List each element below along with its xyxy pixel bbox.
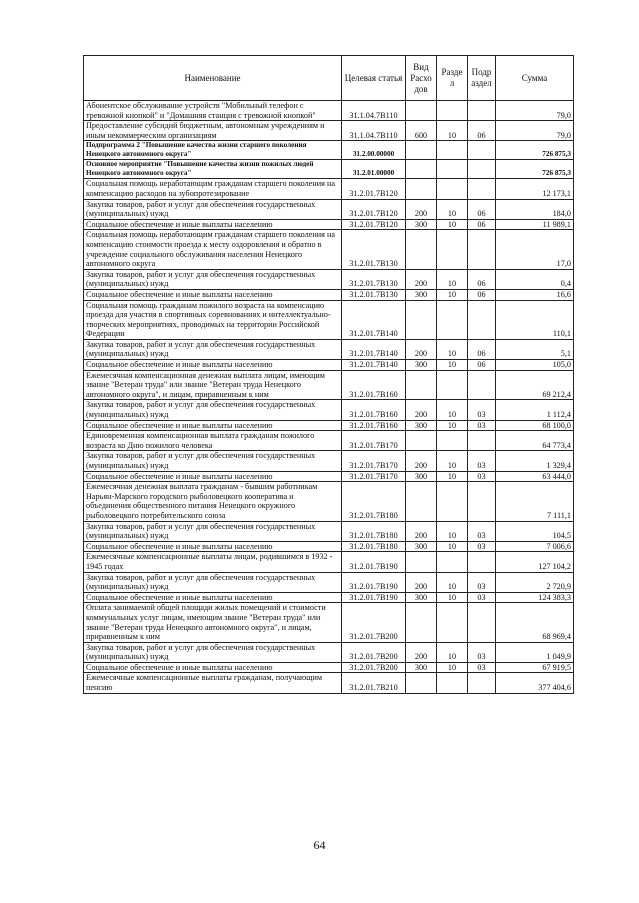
cell-target: 31.2.01.7В160 xyxy=(342,370,406,400)
header-subsection: Подр аздел xyxy=(468,56,496,101)
cell-expense-type xyxy=(406,160,437,179)
cell-name: Закупка товаров, работ и услуг для обеспечения государственных (муниципальных) нужд xyxy=(84,451,342,471)
cell-subsection: 03 xyxy=(468,642,496,662)
cell-target: 31.2.01.7В180 xyxy=(342,482,406,521)
cell-section: 10 xyxy=(437,521,468,541)
cell-expense-type xyxy=(406,230,437,269)
cell-section xyxy=(437,101,468,121)
cell-amount: 377 404,6 xyxy=(496,673,574,693)
table-row xyxy=(84,400,574,420)
cell-target: 31.2.01.7В120 xyxy=(342,219,406,230)
cell-name: Закупка товаров, работ и услуг для обеспечения государственных (муниципальных) нужд xyxy=(84,339,342,359)
cell-section xyxy=(437,370,468,400)
cell-target: 31.2.01.7В140 xyxy=(342,300,406,339)
cell-subsection: 06 xyxy=(468,289,496,300)
cell-target: 31.2.01.7В170 xyxy=(342,431,406,451)
table-row xyxy=(84,339,574,359)
cell-target: 31.2.01.7В130 xyxy=(342,289,406,300)
cell-expense-type: 300 xyxy=(406,541,437,552)
cell-amount: 17,0 xyxy=(496,230,574,269)
cell-section: 10 xyxy=(437,471,468,482)
cell-subsection xyxy=(468,101,496,121)
table-row xyxy=(84,289,574,300)
cell-subsection: 03 xyxy=(468,400,496,420)
cell-name: Социальная помощь неработающим гражданам старшего поколения на компенсацию расходов на зубопротезирование xyxy=(84,179,342,199)
table-row xyxy=(84,482,574,521)
table-row xyxy=(84,521,574,541)
cell-section: 10 xyxy=(437,572,468,592)
table-row xyxy=(84,219,574,230)
cell-target: 31.2.00.00000 xyxy=(342,141,406,160)
cell-subsection: 03 xyxy=(468,521,496,541)
cell-target: 31.1.04.7В110 xyxy=(342,121,406,141)
cell-name: Единовременная компенсационная выплата гражданам пожилого возраста ко Дню пожилого человека xyxy=(84,431,342,451)
cell-name: Социальное обеспечение и иные выплаты населению xyxy=(84,541,342,552)
cell-expense-type xyxy=(406,179,437,199)
cell-subsection: 06 xyxy=(468,269,496,289)
cell-subsection: 06 xyxy=(468,199,496,219)
table-row xyxy=(84,230,574,269)
cell-name: Закупка товаров, работ и услуг для обеспечения государственных (муниципальных) нужд xyxy=(84,199,342,219)
table-row xyxy=(84,603,574,642)
cell-amount: 124 383,3 xyxy=(496,592,574,603)
cell-expense-type: 200 xyxy=(406,400,437,420)
table-row xyxy=(84,141,574,160)
cell-target: 31.2.01.7В190 xyxy=(342,552,406,572)
cell-target: 31.2.01.7В200 xyxy=(342,603,406,642)
cell-name: Закупка товаров, работ и услуг для обеспечения государственных (муниципальных) нужд xyxy=(84,642,342,662)
cell-amount: 110,1 xyxy=(496,300,574,339)
cell-target: 31.2.01.00000 xyxy=(342,160,406,179)
table-row xyxy=(84,673,574,693)
cell-amount: 68 100,0 xyxy=(496,420,574,431)
cell-subsection: 03 xyxy=(468,471,496,482)
cell-expense-type: 200 xyxy=(406,199,437,219)
cell-amount: 68 969,4 xyxy=(496,603,574,642)
cell-name: Закупка товаров, работ и услуг для обеспечения государственных (муниципальных) нужд xyxy=(84,269,342,289)
cell-expense-type: 300 xyxy=(406,592,437,603)
cell-name: Ежемесячные компенсационные выплаты гражданам, получающим пенсию xyxy=(84,673,342,693)
cell-expense-type: 300 xyxy=(406,662,437,673)
cell-name: Социальное обеспечение и иные выплаты населению xyxy=(84,219,342,230)
cell-target: 31.2.01.7В140 xyxy=(342,339,406,359)
cell-section xyxy=(437,179,468,199)
header-section: Разде л xyxy=(437,56,468,101)
cell-amount: 64 773,4 xyxy=(496,431,574,451)
cell-amount: 79,0 xyxy=(496,101,574,121)
cell-name: Оплата занимаемой общей площади жилых помещений и стоимости коммунальных услуг лицам, имеющим звание "Ветеран труда" или звание "Ветеран труда Ненецкого автономного округа", и лицам, приравненным к ним xyxy=(84,603,342,642)
cell-name: Ежемесячные компенсационные выплаты лицам, родившимся в 1932 - 1945 годах xyxy=(84,552,342,572)
cell-subsection xyxy=(468,141,496,160)
cell-amount: 105,0 xyxy=(496,360,574,371)
cell-expense-type xyxy=(406,552,437,572)
cell-target: 31.2.01.7В210 xyxy=(342,673,406,693)
cell-subsection xyxy=(468,673,496,693)
cell-section xyxy=(437,141,468,160)
cell-target: 31.2.01.7В130 xyxy=(342,269,406,289)
cell-target: 31.2.01.7В130 xyxy=(342,230,406,269)
table-row xyxy=(84,541,574,552)
cell-amount: 184,0 xyxy=(496,199,574,219)
cell-expense-type: 200 xyxy=(406,269,437,289)
cell-amount: 79,0 xyxy=(496,121,574,141)
cell-amount: 2 720,9 xyxy=(496,572,574,592)
cell-name: Социальное обеспечение и иные выплаты населению xyxy=(84,662,342,673)
cell-target: 31.2.01.7В190 xyxy=(342,592,406,603)
cell-amount: 67 919,5 xyxy=(496,662,574,673)
cell-target: 31.2.01.7В170 xyxy=(342,471,406,482)
cell-name: Закупка товаров, работ и услуг для обеспечения государственных (муниципальных) нужд xyxy=(84,400,342,420)
cell-name: Социальное обеспечение и иные выплаты населению xyxy=(84,471,342,482)
cell-amount: 12 173,1 xyxy=(496,179,574,199)
cell-subsection xyxy=(468,482,496,521)
page-number: 64 xyxy=(313,838,326,852)
table-row xyxy=(84,370,574,400)
table-row xyxy=(84,101,574,121)
cell-section: 10 xyxy=(437,360,468,371)
cell-section xyxy=(437,230,468,269)
table-row xyxy=(84,199,574,219)
cell-expense-type xyxy=(406,482,437,521)
cell-section: 10 xyxy=(437,642,468,662)
cell-name: Социальное обеспечение и иные выплаты населению xyxy=(84,592,342,603)
cell-expense-type: 200 xyxy=(406,572,437,592)
cell-expense-type: 200 xyxy=(406,642,437,662)
cell-target: 31.2.01.7В170 xyxy=(342,451,406,471)
table-row xyxy=(84,572,574,592)
cell-name: Социальное обеспечение и иные выплаты населению xyxy=(84,360,342,371)
cell-expense-type: 300 xyxy=(406,360,437,371)
cell-subsection: 06 xyxy=(468,219,496,230)
cell-name: Социальная помощь гражданам пожилого возраста на компенсацию проезда для участия в спортивных соревнованиях и интеллектуально-творческих мероприятиях, проводимых на территории Российской Федерации xyxy=(84,300,342,339)
cell-expense-type: 300 xyxy=(406,471,437,482)
cell-expense-type xyxy=(406,603,437,642)
cell-name: Закупка товаров, работ и услуг для обеспечения государственных (муниципальных) нужд xyxy=(84,572,342,592)
cell-name: Социальное обеспечение и иные выплаты населению xyxy=(84,420,342,431)
cell-amount: 1 049,9 xyxy=(496,642,574,662)
table-row xyxy=(84,451,574,471)
table-row xyxy=(84,552,574,572)
table-row xyxy=(84,431,574,451)
header-expense-type: Вид Расхо дов xyxy=(406,56,437,101)
cell-name: Закупка товаров, работ и услуг для обеспечения государственных (муниципальных) нужд xyxy=(84,521,342,541)
table-row xyxy=(84,420,574,431)
cell-name: Подпрограмма 2 "Повышение качества жизни старшего поколения Ненецкого автономного округа" xyxy=(84,141,342,160)
cell-section xyxy=(437,431,468,451)
cell-name: Ежемесячная денежная выплата гражданам - бывшим работникам Нарьян-Марского городского рыболовецкого кооператива и объединения общественного питания Ненецкого окружного рыболовецкого потребительского союза xyxy=(84,482,342,521)
cell-subsection: 03 xyxy=(468,572,496,592)
cell-section: 10 xyxy=(437,420,468,431)
cell-name: Социальная помощь неработающим гражданам старшего поколения на компенсацию стоимости проезда к месту оздоровления и обратно в учреждение социального обслуживания населения Ненецкого автономного округа xyxy=(84,230,342,269)
cell-target: 31.2.01.7В180 xyxy=(342,521,406,541)
cell-target: 31.2.01.7В120 xyxy=(342,199,406,219)
table-row xyxy=(84,592,574,603)
cell-expense-type xyxy=(406,141,437,160)
cell-section: 10 xyxy=(437,662,468,673)
cell-subsection xyxy=(468,300,496,339)
cell-amount: 5,1 xyxy=(496,339,574,359)
cell-amount: 69 212,4 xyxy=(496,370,574,400)
cell-amount: 726 875,3 xyxy=(496,141,574,160)
cell-expense-type: 200 xyxy=(406,451,437,471)
cell-subsection: 03 xyxy=(468,592,496,603)
cell-amount: 127 104,2 xyxy=(496,552,574,572)
cell-amount: 104,5 xyxy=(496,521,574,541)
cell-section xyxy=(437,552,468,572)
cell-section: 10 xyxy=(437,400,468,420)
cell-amount: 1 329,4 xyxy=(496,451,574,471)
cell-amount: 1 112,4 xyxy=(496,400,574,420)
cell-expense-type: 200 xyxy=(406,339,437,359)
table-row xyxy=(84,642,574,662)
cell-expense-type: 300 xyxy=(406,420,437,431)
cell-subsection xyxy=(468,230,496,269)
table-row xyxy=(84,179,574,199)
cell-section: 10 xyxy=(437,451,468,471)
header-name: Наименование xyxy=(84,56,342,101)
cell-amount: 726 875,3 xyxy=(496,160,574,179)
cell-section: 10 xyxy=(437,219,468,230)
cell-target: 31.2.01.7В140 xyxy=(342,360,406,371)
cell-expense-type xyxy=(406,431,437,451)
cell-subsection xyxy=(468,370,496,400)
cell-name: Абонентское обслуживание устройств "Мобильный телефон с тревожной кнопкой" и "Домашняя станция с тревожной кнопкой" xyxy=(84,101,342,121)
cell-target: 31.2.01.7В190 xyxy=(342,572,406,592)
cell-section: 10 xyxy=(437,592,468,603)
cell-amount: 7 111,1 xyxy=(496,482,574,521)
cell-expense-type: 600 xyxy=(406,121,437,141)
cell-section: 10 xyxy=(437,121,468,141)
table-row xyxy=(84,300,574,339)
cell-name: Предоставление субсидий бюджетным, автономным учреждениям и иным некоммерческим организациям xyxy=(84,121,342,141)
table-body xyxy=(84,101,574,694)
cell-name: Основное мероприятие "Повышение качества жизни пожилых людей Ненецкого автономного округа" xyxy=(84,160,342,179)
cell-subsection: 03 xyxy=(468,420,496,431)
cell-section: 10 xyxy=(437,199,468,219)
cell-section xyxy=(437,160,468,179)
budget-table xyxy=(83,55,574,694)
cell-section xyxy=(437,300,468,339)
cell-target: 31.2.01.7В160 xyxy=(342,400,406,420)
cell-target: 31.2.01.7В200 xyxy=(342,662,406,673)
cell-subsection xyxy=(468,160,496,179)
cell-section xyxy=(437,673,468,693)
table-header-row xyxy=(84,56,574,101)
cell-expense-type: 300 xyxy=(406,219,437,230)
table-row xyxy=(84,360,574,371)
cell-target: 31.2.01.7В120 xyxy=(342,179,406,199)
cell-section: 10 xyxy=(437,339,468,359)
header-amount: Сумма xyxy=(496,56,574,101)
cell-subsection: 03 xyxy=(468,662,496,673)
cell-subsection: 06 xyxy=(468,121,496,141)
cell-target: 31.2.01.7В160 xyxy=(342,420,406,431)
cell-subsection xyxy=(468,603,496,642)
cell-expense-type xyxy=(406,673,437,693)
table-row xyxy=(84,269,574,289)
cell-name: Ежемесячная компенсационная денежная выплата лицам, имеющим звание "Ветеран труда" или звание "Ветеран труда Ненецкого автономного округа", и лицам, приравненным к ним xyxy=(84,370,342,400)
cell-subsection xyxy=(468,431,496,451)
cell-subsection: 03 xyxy=(468,541,496,552)
cell-section: 10 xyxy=(437,289,468,300)
cell-amount: 63 444,0 xyxy=(496,471,574,482)
cell-amount: 0,4 xyxy=(496,269,574,289)
cell-target: 31.1.04.7В110 xyxy=(342,101,406,121)
table-row xyxy=(84,121,574,141)
cell-expense-type xyxy=(406,300,437,339)
cell-subsection: 06 xyxy=(468,339,496,359)
cell-subsection: 03 xyxy=(468,451,496,471)
cell-expense-type xyxy=(406,370,437,400)
cell-section xyxy=(437,603,468,642)
cell-target: 31.2.01.7В200 xyxy=(342,642,406,662)
table-row xyxy=(84,160,574,179)
cell-section: 10 xyxy=(437,269,468,289)
cell-subsection xyxy=(468,179,496,199)
cell-section: 10 xyxy=(437,541,468,552)
table-row xyxy=(84,471,574,482)
cell-subsection xyxy=(468,552,496,572)
header-target: Целевая статья xyxy=(342,56,406,101)
cell-expense-type: 200 xyxy=(406,521,437,541)
cell-expense-type xyxy=(406,101,437,121)
cell-section xyxy=(437,482,468,521)
cell-target: 31.2.01.7В180 xyxy=(342,541,406,552)
cell-amount: 16,6 xyxy=(496,289,574,300)
table-row xyxy=(84,662,574,673)
cell-amount: 7 006,6 xyxy=(496,541,574,552)
cell-amount: 11 989,1 xyxy=(496,219,574,230)
cell-name: Социальное обеспечение и иные выплаты населению xyxy=(84,289,342,300)
cell-expense-type: 300 xyxy=(406,289,437,300)
cell-subsection: 06 xyxy=(468,360,496,371)
